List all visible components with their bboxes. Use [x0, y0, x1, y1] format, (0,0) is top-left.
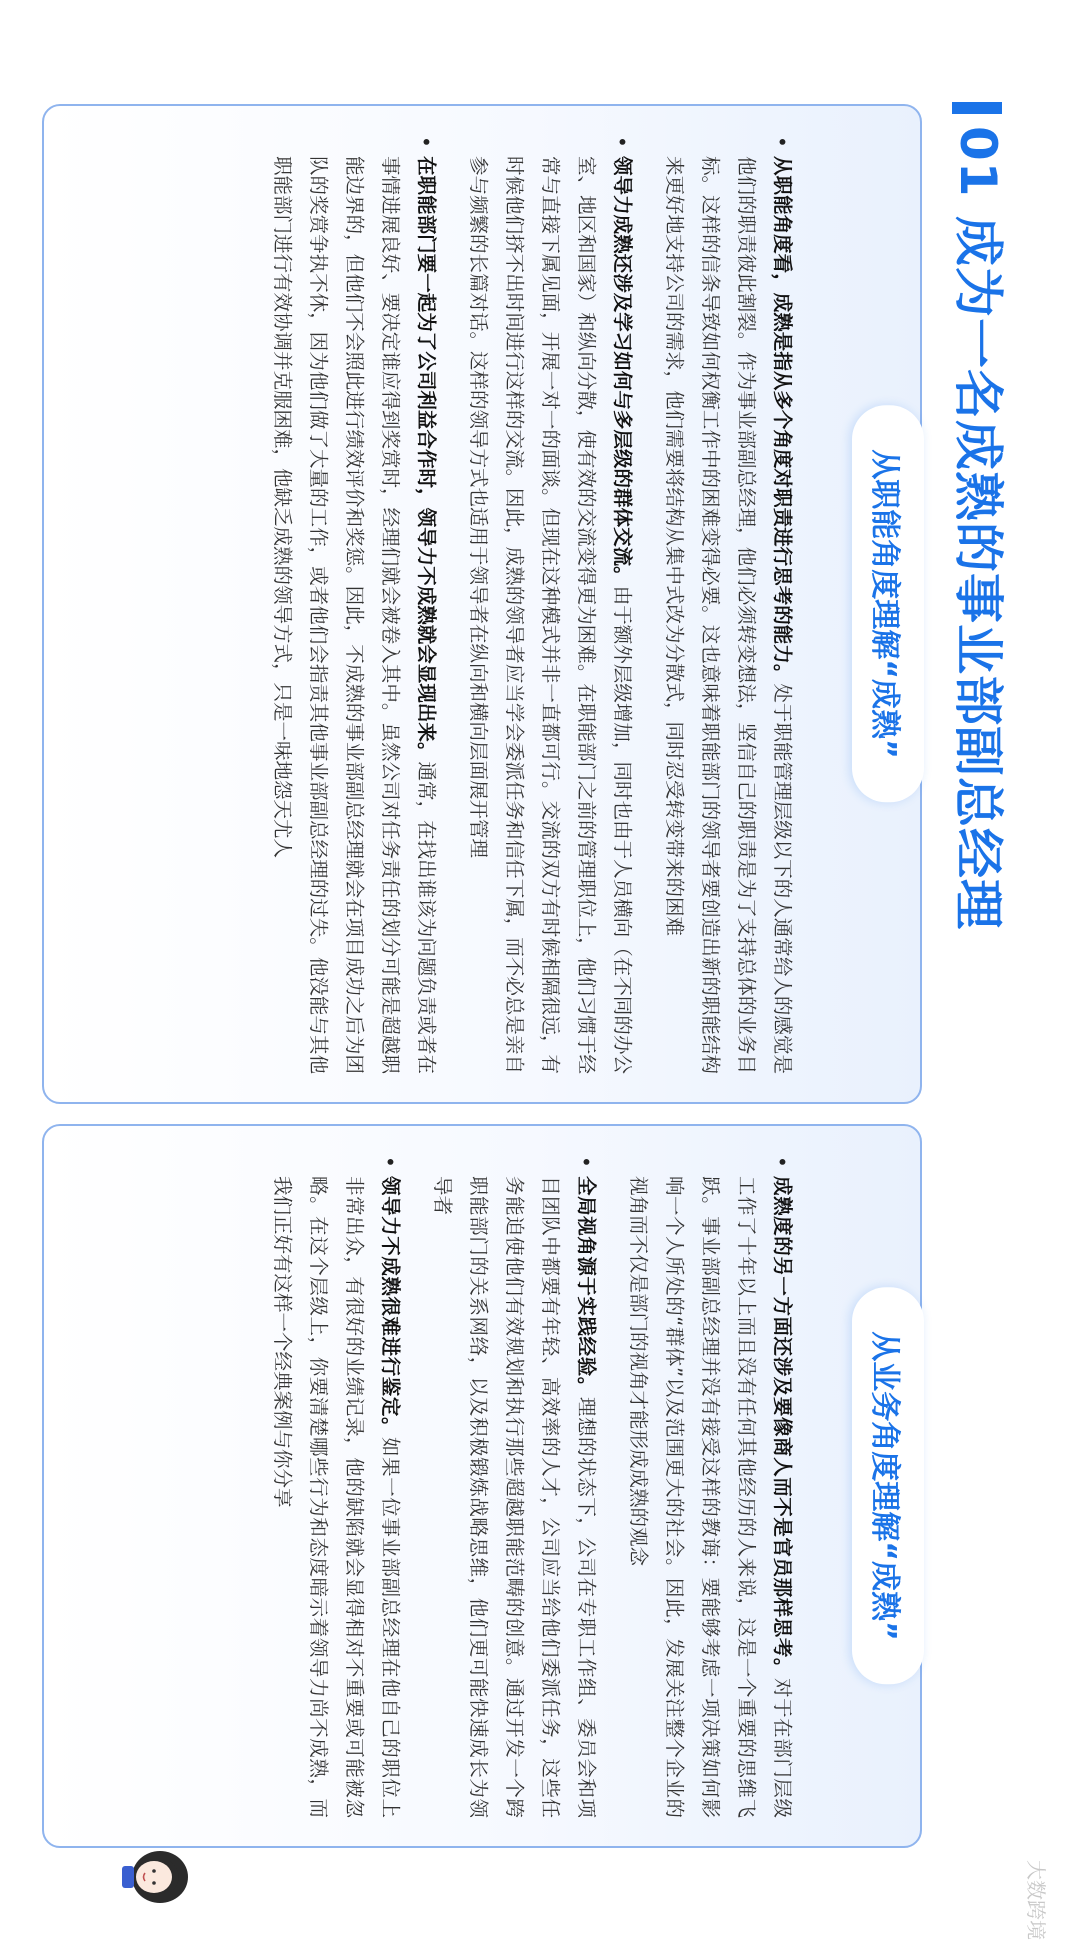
- bullet-bold-lead: 成熟度的另一方面还涉及要像商人而不是官员那样思考。: [771, 1176, 794, 1678]
- title-accent-bar: [952, 102, 1002, 114]
- bullet-bold-lead: 领导力成熟还涉及学习如何与多层级的群体交流。: [611, 156, 634, 586]
- avatar-illustration-icon: [120, 1846, 190, 1908]
- bullet-bold-lead: 全局视角源于实践经验。: [575, 1176, 598, 1397]
- watermark-text: 大数跨境: [1024, 1860, 1048, 1940]
- bullet-dot-icon: •: [610, 136, 634, 148]
- bullet-bold-lead: 领导力不成熟很难进行鉴定。: [379, 1176, 402, 1438]
- bullet-text: 通常，在找出谁该为问题负责或者在事情进展良好、要决定谁应得到奖赏时，经理们就会被卷入其中。虽然公司对任务责任的划分可能是超越职能边界的，但他们不会照此进行绩效评价和奖惩。因此，不成熟的事业部副总经理就会在项目成功之后为团队的奖赏争执不休，因为他们做了大量的工作，或者他们会指责其他事业部副总经理的过失。他没能与其他职能部门进行有效协调并克服困难，他缺乏成熟的领导方式，只是一味地怨天尤人: [271, 156, 438, 1074]
- page-title: 01 成为一名成熟的事业部副总经理: [949, 126, 1007, 930]
- business-maturity-heading: 从业务角度理解“成熟”: [852, 1287, 924, 1684]
- bullet-text: 对于在部门层级工作了十年以上而且没有任何其他经历的人来说，这是一个重要的思维飞跃。事业部副总经理并没有接受这样的教诲：要能够考虑一项决策如何影响一个人所处的“群体”以及范围更大的社会。因此，发展关注整个企业的视角而不仅是部门的视角才能形成成熟的观念: [627, 1176, 794, 1818]
- bullet-text: 处于职能管理层级以下的人通常给人的感觉是他们的职责彼此割裂。作为事业部副总经理，他们必须转变想法，坚信自己的职责是为了支持总体的业务目标。这样的信条导致如何权衡工作中的困难变得必要。这也意味着职能部门的领导者要创造出新的职能结构来更好地支持公司的需求，他们需要将结构从集中式改为分散式，同时忍受转变带来的困难: [663, 156, 794, 1074]
- bullet-item: [264, 134, 444, 1074]
- bullet-text: 由于额外层级增加，同时也由于人员横向（在不同的办公室、地区和国家）和纵向分散，使有效的交流变得更为困难。在职能部门之前的管理职位上，他们习惯于经常与直接下属见面，开展一对一的面谈。但现在这种模式并非一直都可行。交流的双方有时候相隔很远，有时候他们挤不出时间进行这样的交流。因此，成熟的领导者应当学会委派任务和信任下属，而不必总是亲自参与频繁的长篇对话。这样的领导方式也适用于领导者在纵向和横向层面展开管理: [467, 156, 634, 1074]
- bullet-item: [460, 134, 640, 1074]
- functional-maturity-body: [64, 134, 800, 1074]
- bullet-bold-lead: 在职能部门要一起为了公司利益合作时，领导力不成熟就会显现出来。: [415, 156, 438, 762]
- bullet-dot-icon: •: [770, 1156, 794, 1168]
- business-maturity-card: [42, 1124, 922, 1848]
- bullet-dot-icon: •: [770, 136, 794, 148]
- bullet-dot-icon: •: [414, 136, 438, 148]
- bullet-item: [656, 134, 800, 1074]
- business-maturity-body: [64, 1154, 800, 1818]
- bullet-text: 理想的状态下，公司在专职工作组、委员会和项目团队中都要有年轻、高效率的人才，公司应当给他们委派任务，这些任务能迫使他们有效规划和执行那些超越职能范畴的创意。通过开发一个跨职能部门的关系网络，以及积极锻炼战略思维，他们更可能快速成长为领导者: [431, 1176, 598, 1818]
- bullet-item: [264, 1154, 408, 1818]
- bullet-item: [620, 1154, 800, 1818]
- bullet-dot-icon: •: [574, 1156, 598, 1168]
- functional-maturity-heading: 从职能角度理解“成熟”: [852, 405, 924, 802]
- bullet-dot-icon: •: [378, 1156, 402, 1168]
- bullet-bold-lead: 从职能角度看，成熟是指从多个角度对职责进行思考的能力。: [771, 156, 794, 684]
- functional-maturity-card: [42, 104, 922, 1104]
- bullet-item: [424, 1154, 604, 1818]
- bullet-text: 如果一位事业部副总经理在他自己的职位上非常出众，有很好的业绩记录，他的缺陷就会显得相对不重要或可能被忽略。在这个层级上，你要清楚哪些行为和态度暗示着领导力尚不成熟，而我们正好有这样一个经典案例与你分享: [271, 1176, 402, 1818]
